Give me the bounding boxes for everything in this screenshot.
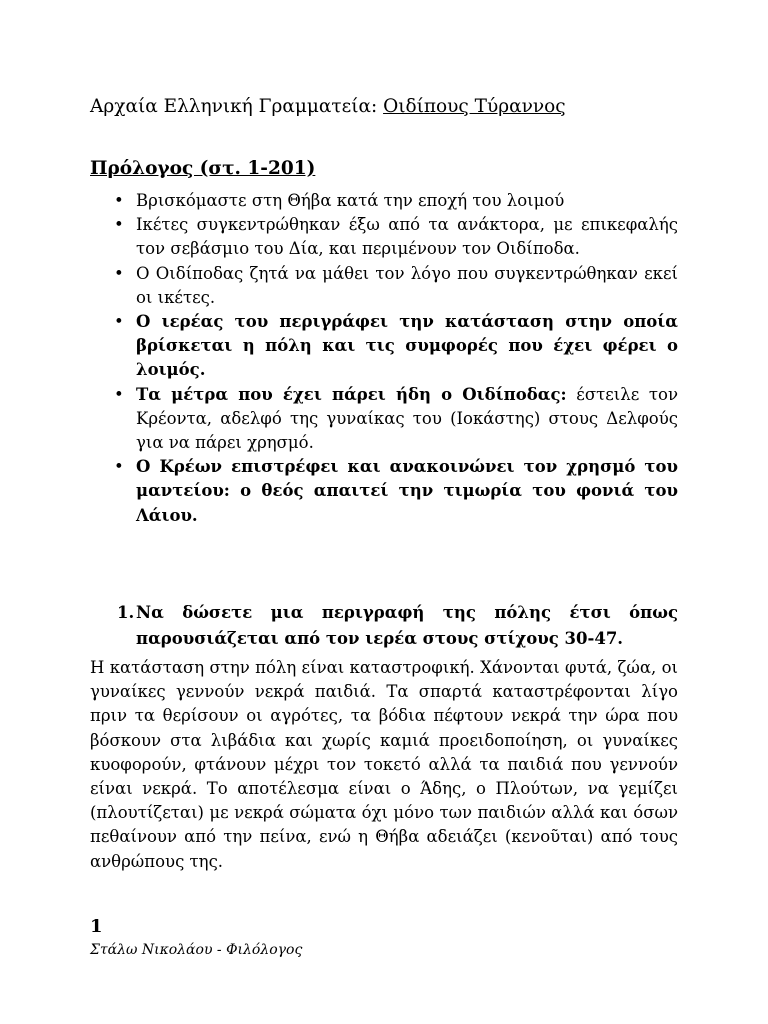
document-title <box>90 93 566 121</box>
question-text: Να δώσετε μια περιγραφή της πόλης έτσι όπως παρουσιάζεται από τον ιερέα στους στίχους 30-47. <box>136 603 678 648</box>
page-number: 1 <box>90 916 103 937</box>
footer-author: Στάλω Νικολάου - Φιλόλογος <box>90 942 303 958</box>
question-item <box>90 600 678 652</box>
bullet-bold-text: Τα μέτρα που έχει πάρει ήδη ο Οιδίποδας: <box>136 384 567 404</box>
bullet-bold-text: Ο ιερέας του περιγράφει την κατάσταση στην οποία βρίσκεται η πόλη και τις συμφορές που έχει φέρει ο λοιμός. <box>136 312 678 380</box>
bullet-item <box>90 262 678 310</box>
document-page <box>90 0 678 1024</box>
bullet-item <box>90 310 678 383</box>
bullet-item <box>90 213 678 261</box>
bullet-marker: • <box>114 215 124 235</box>
bullet-marker: • <box>114 312 124 332</box>
bullet-list <box>90 189 678 528</box>
bullet-marker: • <box>114 384 124 404</box>
title-prefix: Αρχαία Ελληνική Γραμματεία: <box>90 96 384 117</box>
title-work: Οιδίπους Τύραννος <box>383 96 566 117</box>
bullet-item <box>90 455 678 528</box>
bullet-text: Ικέτες συγκεντρώθηκαν έξω από τα ανάκτορα, με επικεφαλής τον σεβάσμιο του Δία, και περιμένουν τον Οιδίποδα. <box>136 215 678 259</box>
bullet-marker: • <box>114 191 124 210</box>
bullet-text: Βρισκόμαστε στη Θήβα κατά την εποχή του λοιμού <box>136 191 565 210</box>
answer-paragraph: Η κατάσταση στην πόλη είναι καταστροφική. Χάνονται φυτά, ζώα, οι γυναίκες γεννούν νεκρά παιδιά. Τα σπαρτά καταστρέφονται λίγο πριν τα θερίσουν οι αγρότες, τα βόδια πέφτουν νεκρά την ώρα που βόσκουν στα λιβάδια και χωρίς καμιά προειδοποίηση, οι γυναίκες κυοφορούν, φτάνουν μέχρι τον τοκετό αλλά τα παιδιά που γεννούν είναι νεκρά. Το αποτέλεσμα είναι ο Άδης, ο Πλούτων, να γεμίζει (πλουτίζεται) με νεκρά σώματα όχι μόνο των παιδιών αλλά και όσων πεθαίνουν από την πείνα, ενώ η Θήβα αδειάζει (κενοῦται) από τους ανθρώπους της. <box>90 658 678 871</box>
bullet-text: έστειλε τον Κρέοντα, αδελφό της γυναίκας του (Ιοκάστης) στους Δελφούς για να πάρει χρησμό. <box>136 384 679 453</box>
bullet-item <box>90 189 678 213</box>
bullet-item <box>90 383 678 456</box>
bullet-text: Ο Οιδίποδας ζητά να μάθει τον λόγο που συγκεντρώθηκαν εκεί οι ικέτες. <box>136 263 678 307</box>
section-heading: Πρόλογος (στ. 1-201) <box>90 158 316 179</box>
bullet-marker: • <box>114 457 124 477</box>
question-number: 1. <box>117 603 135 622</box>
bullet-bold-text: Ο Κρέων επιστρέφει και ανακοινώνει τον χρησμό του μαντείου: ο θεός απαιτεί την τιμωρία του φονιά του Λάιου. <box>136 457 678 525</box>
bullet-marker: • <box>114 263 124 283</box>
